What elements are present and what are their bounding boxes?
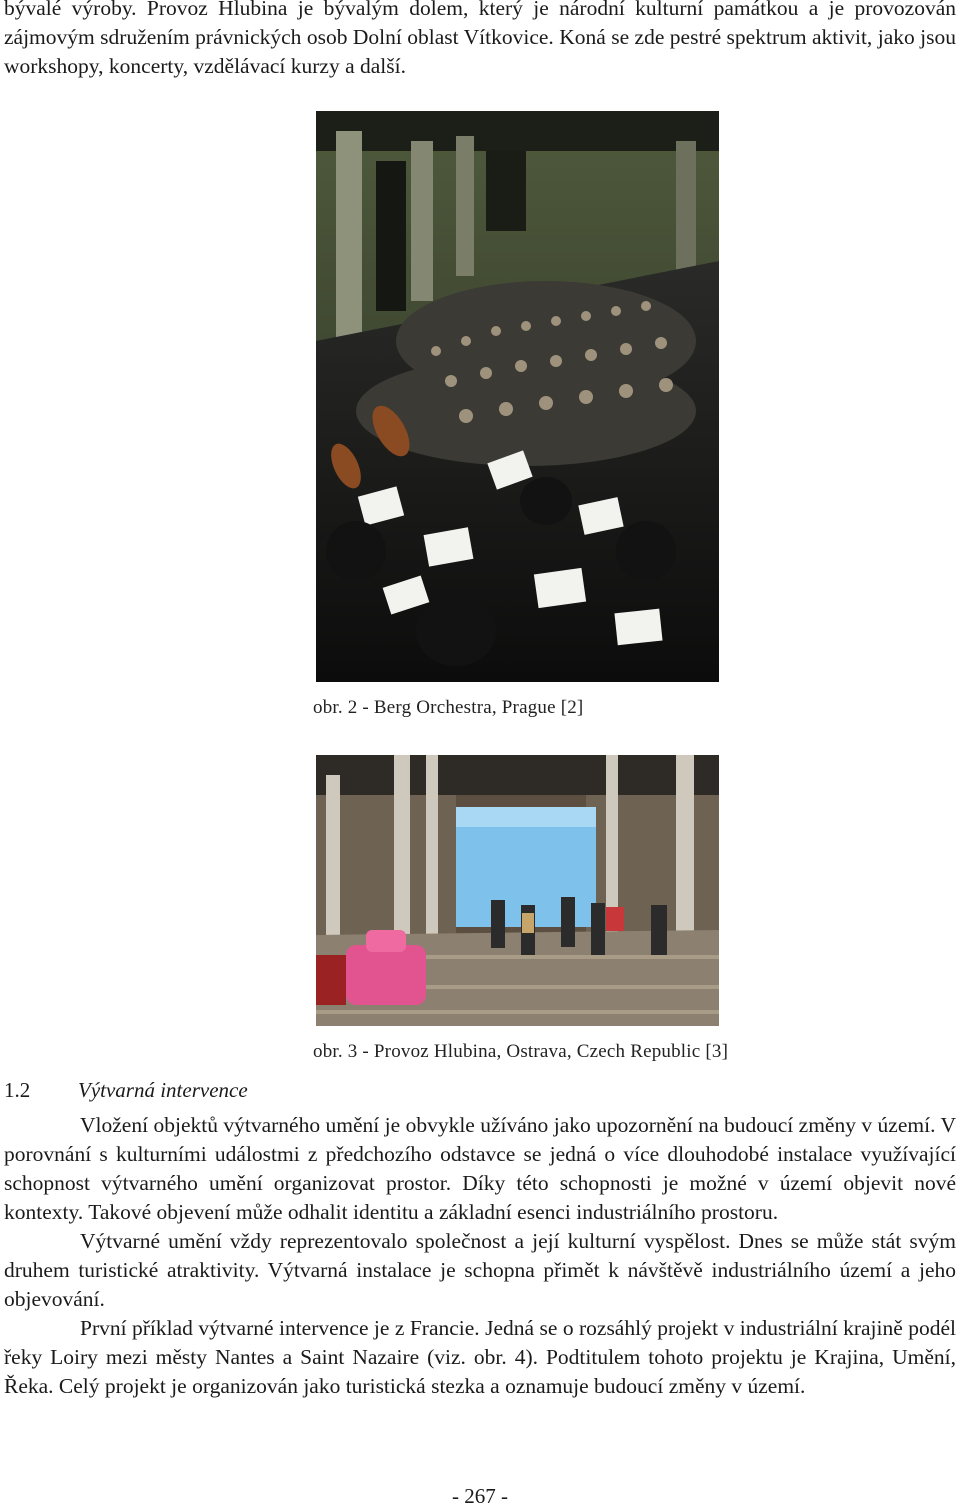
section-title: Výtvarná intervence <box>78 1078 248 1102</box>
section-heading <box>4 1078 248 1103</box>
section-body <box>4 1111 956 1401</box>
section-number: 1.2 <box>4 1078 31 1102</box>
figure-2-caption: obr. 2 - Berg Orchestra, Prague [2] <box>313 697 584 718</box>
page-number: - 267 - <box>452 1484 508 1508</box>
intro-paragraph: bývalé výroby. Provoz Hlubina je bývalým dolem, který je národní kulturní památkou a je provozován zájmovým sdružením právnických osob Dolní oblast Vítkovice. Koná se zde pestré spektrum aktivit, jako jsou workshopy, koncerty, vzdělávací kurzy a další. <box>4 0 956 78</box>
body-paragraph-1: Vložení objektů výtvarného umění je obvykle užíváno jako upozornění na budoucí změny v území. V porovnání s kulturními událostmi z předchozího odstavce se jedná o více dlouhodobé instalace využívající schopnost výtvarného umění organizovat prostor. Díky této schopnosti je možné v území objevit nové kontexty. Takové objevení může odhalit identitu a základní esenci industriálního prostoru. <box>4 1113 956 1224</box>
orchestra-photo <box>316 111 719 682</box>
body-paragraph-3: První příklad výtvarné intervence je z Francie. Jedná se o rozsáhlý projekt v industriální krajině podél řeky Loiry mezi městy Nantes a Saint Nazaire (viz. obr. 4). Podtitulem tohoto projektu je Krajina, Umění, Řeka. Celý projekt je organizován jako turistická stezka a oznamuje budoucí změny v území. <box>4 1316 956 1398</box>
figure-3-caption: obr. 3 - Provoz Hlubina, Ostrava, Czech Republic [3] <box>313 1041 729 1062</box>
body-paragraph-2: Výtvarné umění vždy reprezentovalo společnost a její kulturní vyspělost. Dnes se může stát svým druhem turistické atraktivity. Výtvarná instalace je schopna přimět k návštěvě industriálního území a jeho objevování. <box>4 1229 956 1311</box>
hlubina-photo <box>316 755 719 1026</box>
